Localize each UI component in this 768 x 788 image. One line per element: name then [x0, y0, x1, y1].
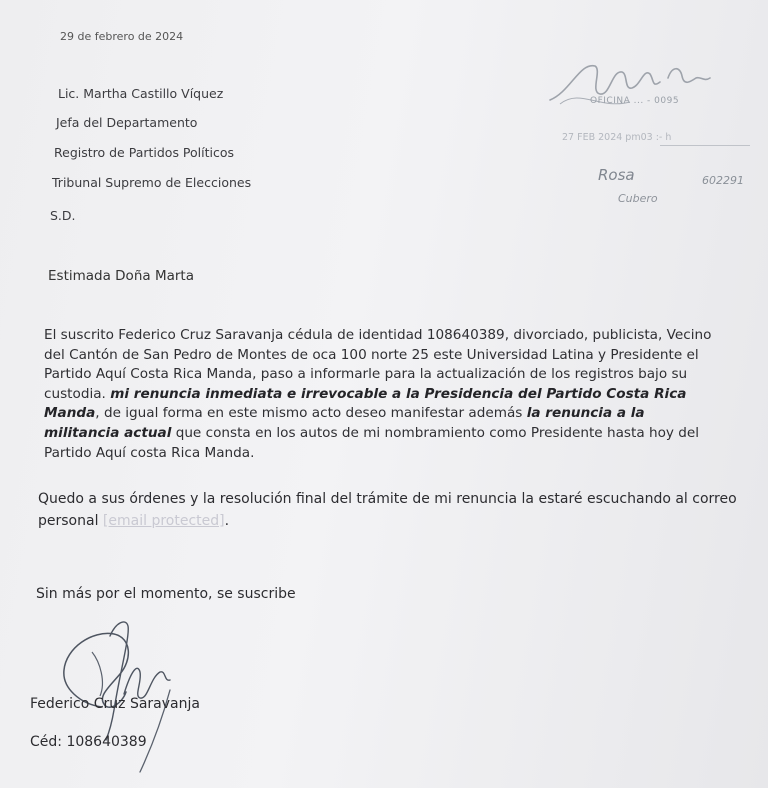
- recipient-name: Lic. Martha Castillo Víquez: [58, 86, 224, 101]
- recipient-institution: Tribunal Supremo de Elecciones: [52, 175, 252, 190]
- body-bold-militancy: la renuncia a la militancia actual: [44, 405, 645, 441]
- body-text-2: , de igual forma en este mismo acto deseo manifestar además: [95, 405, 523, 422]
- recipient-sd: S.D.: [50, 208, 76, 223]
- stamp-receiver-number: 602291: [702, 174, 744, 187]
- signer-name: Federico Cruz Saravanja: [30, 696, 200, 712]
- body-bold-resignation: mi renuncia inmediata e irrevocable a la Presidencia del Partido Costa Rica Manda: [44, 385, 687, 422]
- letter-body: [44, 326, 724, 463]
- body-text-1: El suscrito Federico Cruz Saravanja cédula de identidad 108640389, divorciado, publicista, Vecino del Cantón de San Pedro de Montes de oca 100 norte 25 este Universidad Latina y Presidente el Partido Aquí Costa Rica Manda, paso a informarle para la actualización de los registros bajo su custodia.: [44, 327, 712, 402]
- stamp-receiver-surname: Cubero: [618, 192, 658, 205]
- closing-line: Sin más por el momento, se suscribe: [36, 586, 296, 602]
- email-link[interactable]: [email protected]: [102, 513, 225, 529]
- letter-paragraph-2: [38, 488, 738, 532]
- letter-date: 29 de febrero de 2024: [60, 30, 184, 43]
- recipient-department: Registro de Partidos Políticos: [54, 145, 235, 160]
- salutation: Estimada Doña Marta: [48, 268, 194, 284]
- stamp-office-line: OFICINA ... - 0095: [590, 96, 680, 106]
- stamp-underline: [660, 145, 750, 146]
- stamp-receiver-name: Rosa: [598, 166, 635, 184]
- paragraph2-text: Quedo a sus órdenes y la resolución final del trámite de mi renuncia la estaré escuchando al correo personal: [38, 491, 737, 529]
- signer-id: Céd: 108640389: [30, 734, 147, 750]
- stamp-date-line: 27 FEB 2024 pm03 :- h: [562, 132, 672, 143]
- recipient-title: Jefa del Departamento: [56, 115, 198, 130]
- paragraph2-end: .: [224, 513, 230, 529]
- body-text-3: que consta en los autos de mi nombramiento como Presidente hasta hoy del Partido Aquí costa Rica Manda.: [44, 424, 700, 461]
